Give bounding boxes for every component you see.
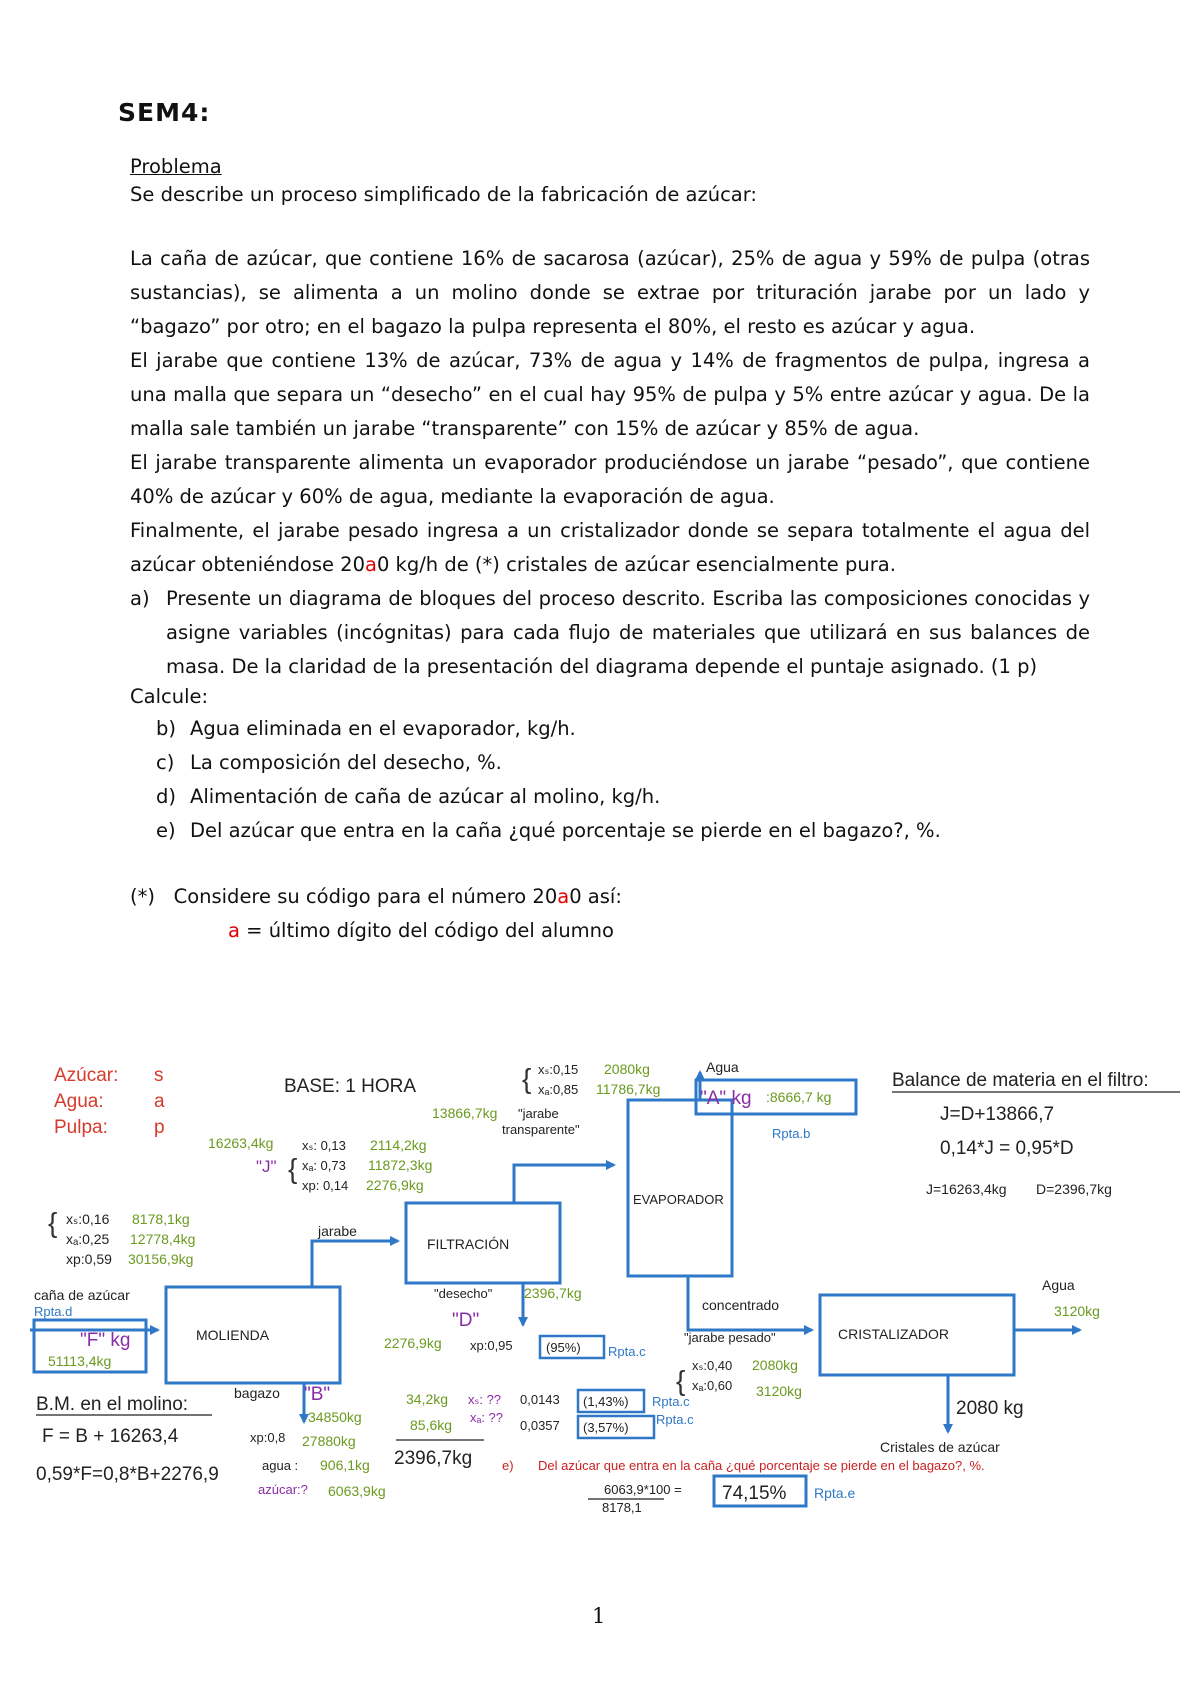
svg-text:Balance de materia en el filtr: Balance de materia en el filtro: <box>892 1070 1149 1091</box>
paragraph-4: Finalmente, el jarabe pesado ingresa a un cristalizador donde se separa totalmente el agua del azúcar obteniéndose 20a0 kg/h de (*) cristales de azúcar esencialmente pura. <box>130 519 1090 576</box>
svg-text:xₛ:0,15: xₛ:0,15 <box>538 1062 579 1077</box>
footnote-definition: a = último dígito del código del alumno <box>228 919 614 942</box>
svg-text:xp:0,95: xp:0,95 <box>470 1338 513 1353</box>
svg-text:{: { <box>288 1153 298 1184</box>
svg-text:xₐ:0,85: xₐ:0,85 <box>538 1082 579 1097</box>
arrow-transparente <box>514 1165 614 1203</box>
agua-evap-rpta: Rpta.b <box>772 1126 811 1141</box>
block-filtracion-label: FILTRACIÓN <box>427 1236 510 1252</box>
svg-text:Rpta.c: Rpta.c <box>608 1344 646 1359</box>
svg-text:e): e) <box>502 1458 514 1473</box>
paragraph-3: El jarabe transparente alimenta un evaporador produciéndose un jarabe “pesado”, que contiene 40% de azúcar y 60% de agua, mediante la evaporación de agua. <box>130 451 1090 508</box>
question-d: d) Alimentación de caña de azúcar al molino, kg/h. <box>156 785 661 808</box>
question-e: e) Del azúcar que entra en la caña ¿qué porcentaje se pierde en el bagazo?, %. <box>156 819 941 842</box>
legend-azucar-sym: s <box>154 1065 164 1086</box>
svg-text:13866,7kg: 13866,7kg <box>432 1105 498 1121</box>
svg-text:{: { <box>522 1063 532 1094</box>
feed-var: "F" kg <box>80 1330 131 1351</box>
svg-text:xₛ: ??: xₛ: ?? <box>468 1392 502 1407</box>
svg-text:xₐ: 0,73: xₐ: 0,73 <box>302 1158 346 1173</box>
agua-evap-label: Agua <box>706 1059 739 1075</box>
feed-composition <box>34 1207 195 1319</box>
svg-text:{: { <box>676 1365 686 1396</box>
svg-text:2080kg: 2080kg <box>752 1357 798 1373</box>
svg-text:"D": "D" <box>452 1310 480 1331</box>
agua-crist-label: Agua <box>1042 1277 1075 1293</box>
svg-text:xₛ: 0,13: xₛ: 0,13 <box>302 1138 346 1153</box>
question-b: b) Agua eliminada en el evaporador, kg/h. <box>156 717 576 740</box>
variable-a: a <box>365 553 377 576</box>
agua-evap-value: :8666,7 kg <box>766 1089 832 1105</box>
svg-text:J=16263,4kg: J=16263,4kg <box>926 1181 1007 1197</box>
svg-text:D=2396,7kg: D=2396,7kg <box>1036 1181 1112 1197</box>
svg-text:"jarabe: "jarabe <box>518 1106 559 1121</box>
svg-text:xₐ:0,60: xₐ:0,60 <box>692 1378 733 1393</box>
svg-text:2080kg: 2080kg <box>604 1061 650 1077</box>
svg-text:Del azúcar que entra en la cañ: Del azúcar que entra en la caña ¿qué porcentaje se pierde en el bagazo?, %. <box>538 1458 985 1473</box>
problem-heading: Problema <box>130 155 222 178</box>
svg-text:3120kg: 3120kg <box>756 1383 802 1399</box>
svg-text:16263,4kg: 16263,4kg <box>208 1135 274 1151</box>
svg-text:xₛ:0,40: xₛ:0,40 <box>692 1358 733 1373</box>
agua-crist-value: 3120kg <box>1054 1303 1100 1319</box>
legend-pulpa-sym: p <box>154 1117 165 1138</box>
svg-text:xp: 0,14: xp: 0,14 <box>302 1178 349 1193</box>
svg-text:(1,43%): (1,43%) <box>583 1394 629 1409</box>
legend-azucar: Azúcar: <box>54 1065 119 1086</box>
svg-text:Rpta.d: Rpta.d <box>34 1304 73 1319</box>
svg-text:xₐ: ??: xₐ: ?? <box>470 1410 504 1425</box>
cristales-label: Cristales de azúcar <box>880 1439 1000 1455</box>
mill-balance <box>36 1394 219 1485</box>
svg-text:0,14*J = 0,95*D: 0,14*J = 0,95*D <box>940 1138 1074 1159</box>
legend-agua-sym: a <box>154 1091 165 1112</box>
svg-text:12778,4kg: 12778,4kg <box>130 1231 196 1247</box>
svg-text:6063,9*100 =: 6063,9*100 = <box>604 1482 682 1497</box>
bagazo-composition <box>234 1384 386 1499</box>
jarabe-composition <box>208 1135 432 1239</box>
svg-text:B.M. en el molino:: B.M. en el molino: <box>36 1394 189 1415</box>
svg-text:transparente": transparente" <box>502 1122 580 1137</box>
block-molienda-label: MOLIENDA <box>196 1327 270 1343</box>
svg-text:bagazo: bagazo <box>234 1385 280 1401</box>
svg-text:2396,7kg: 2396,7kg <box>394 1448 473 1469</box>
block-evaporador-label: EVAPORADOR <box>633 1192 724 1207</box>
svg-text:0,0357: 0,0357 <box>520 1418 560 1433</box>
filter-balance <box>892 1070 1180 1197</box>
svg-text:agua :: agua : <box>262 1458 299 1473</box>
question-a-label: a) <box>130 587 150 610</box>
arrow-jarabe <box>312 1241 398 1287</box>
svg-text:906,1kg: 906,1kg <box>320 1457 370 1473</box>
svg-text:8178,1kg: 8178,1kg <box>132 1211 190 1227</box>
svg-text:{: { <box>48 1207 58 1238</box>
svg-text:2114,2kg: 2114,2kg <box>370 1137 427 1153</box>
svg-text:(3,57%): (3,57%) <box>583 1420 629 1435</box>
legend-pulpa: Pulpa: <box>54 1117 108 1138</box>
svg-text:"jarabe pesado": "jarabe pesado" <box>684 1330 776 1345</box>
svg-text:concentrado: concentrado <box>702 1297 780 1313</box>
base-label: BASE: 1 HORA <box>284 1076 416 1097</box>
intro-text: Se describe un proceso simplificado de la fabricación de azúcar: <box>130 183 757 206</box>
svg-text:Rpta.c: Rpta.c <box>656 1412 694 1427</box>
desecho-composition <box>384 1285 694 1469</box>
svg-text:J=D+13866,7: J=D+13866,7 <box>940 1104 1055 1125</box>
svg-text:xₛ:0,16: xₛ:0,16 <box>66 1211 110 1227</box>
svg-text:xp:0,59: xp:0,59 <box>66 1251 112 1267</box>
svg-text:2276,9kg: 2276,9kg <box>366 1177 424 1193</box>
svg-text:jarabe: jarabe <box>318 1223 357 1239</box>
svg-text:"J": "J" <box>256 1157 277 1176</box>
svg-text:74,15%: 74,15% <box>722 1483 787 1504</box>
svg-text:27880kg: 27880kg <box>302 1433 356 1449</box>
svg-text:34850kg: 34850kg <box>308 1409 362 1425</box>
svg-text:xₐ:0,25: xₐ:0,25 <box>66 1231 110 1247</box>
agua-evap-var: "A" kg <box>700 1088 752 1109</box>
question-e-answer <box>502 1458 985 1515</box>
question-c: c) La composición del desecho, %. <box>156 751 502 774</box>
svg-text:0,0143: 0,0143 <box>520 1392 560 1407</box>
svg-text:6063,9kg: 6063,9kg <box>328 1483 386 1499</box>
svg-text:2396,7kg: 2396,7kg <box>524 1285 582 1301</box>
svg-text:11872,3kg: 11872,3kg <box>368 1157 433 1173</box>
svg-text:Rpta.e: Rpta.e <box>814 1485 856 1501</box>
svg-text:caña de azúcar: caña de azúcar <box>34 1287 130 1303</box>
transparente-composition <box>432 1061 660 1137</box>
calcule-label: Calcule: <box>130 685 209 708</box>
svg-text:azúcar:?: azúcar:? <box>258 1482 308 1497</box>
block-cristalizador-label: CRISTALIZADOR <box>838 1326 949 1342</box>
legend-agua: Agua: <box>54 1091 104 1112</box>
question-a-text: Presente un diagrama de bloques del proceso descrito. Escriba las composiciones conocidas y asigne variables (incógnitas) para cada flujo de materiales que utilizará en sus balances de masa. De la claridad de la presentación del diagrama depende el puntaje asignado. (1 p) <box>166 587 1090 678</box>
concentrado-composition <box>676 1297 802 1399</box>
svg-text:30156,9kg: 30156,9kg <box>128 1251 194 1267</box>
svg-text:2276,9kg: 2276,9kg <box>384 1335 442 1351</box>
svg-text:8178,1: 8178,1 <box>602 1500 642 1515</box>
paragraph-2: El jarabe que contiene 13% de azúcar, 73% de agua y 14% de fragmentos de pulpa, ingresa a una malla que separa un “desecho” en el cual hay 95% de pulpa y 5% entre azúcar y agua. De la malla sale también un jarabe “transparente” con 15% de azúcar y 85% de agua. <box>130 349 1090 440</box>
svg-text:11786,7kg: 11786,7kg <box>596 1081 661 1097</box>
svg-text:34,2kg: 34,2kg <box>406 1391 449 1407</box>
cristales-value: 2080 kg <box>956 1398 1024 1419</box>
page-title: SEM4: <box>118 98 211 127</box>
svg-text:"desecho": "desecho" <box>434 1286 493 1301</box>
svg-text:xp:0,8: xp:0,8 <box>250 1430 286 1445</box>
svg-text:"B": "B" <box>304 1384 331 1405</box>
feed-value: 51113,4kg <box>48 1353 112 1369</box>
svg-text:F = B + 16263,4: F = B + 16263,4 <box>42 1426 179 1447</box>
legend <box>54 1065 165 1138</box>
svg-text:(95%): (95%) <box>546 1340 581 1355</box>
paragraph-1: La caña de azúcar, que contiene 16% de sacarosa (azúcar), 25% de agua y 59% de pulpa (otras sustancias), se alimenta a un molino donde se extrae por trituración jarabe por un lado y “bagazo” por otro; en el bagazo la pulpa representa el 80%, el resto es azúcar y agua. <box>130 247 1090 338</box>
page-number: 1 <box>592 1604 606 1628</box>
svg-text:Rpta.c: Rpta.c <box>652 1394 690 1409</box>
svg-text:0,59*F=0,8*B+2276,9: 0,59*F=0,8*B+2276,9 <box>36 1464 219 1485</box>
footnote: (*) Considere su código para el número 20a0 así: <box>130 885 622 908</box>
block-evaporador <box>628 1100 732 1276</box>
svg-text:85,6kg: 85,6kg <box>410 1417 453 1433</box>
